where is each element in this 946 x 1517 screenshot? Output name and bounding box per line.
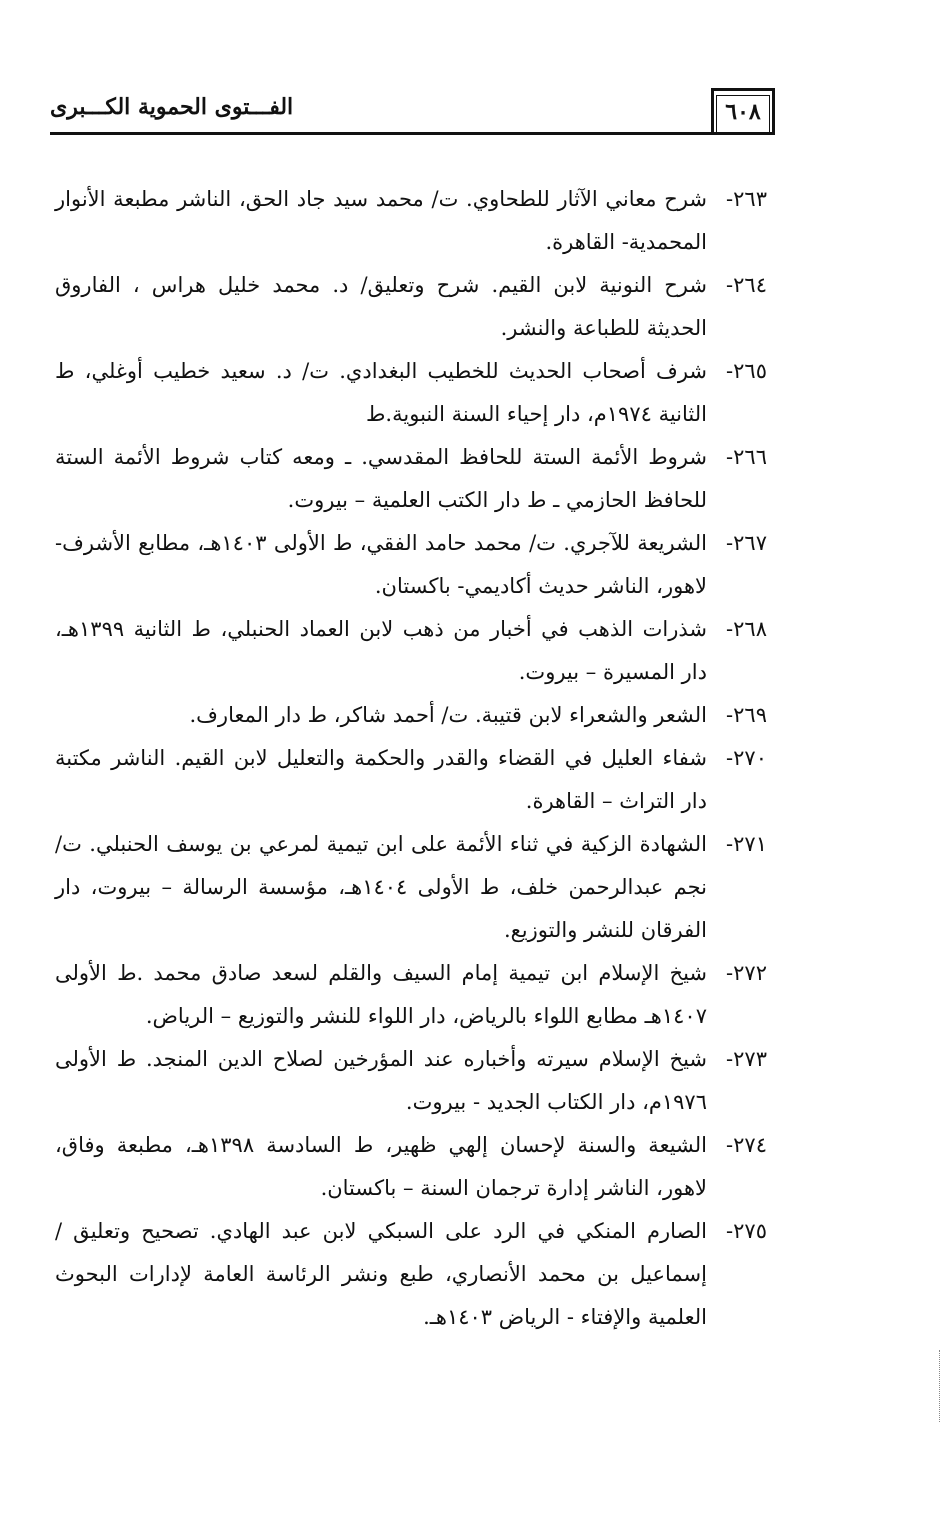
bibliography-entry [55,522,767,608]
entry-number: ٢٧٥- [726,1219,767,1243]
bibliography-list [55,178,767,1339]
bibliography-entry [55,737,767,823]
bibliography-entry [55,1124,767,1210]
entry-number: ٢٦٩- [726,703,767,727]
entry-text: شيخ الإسلام ابن تيمية إمام السيف والقلم لسعد صادق محمد .ط الأولى ١٤٠٧هـ مطابع اللواء بالرياض، دار اللواء للنشر والتوزيع – الرياض. [55,961,707,1028]
entry-number: ٢٦٧- [726,531,767,555]
margin-scan-dots [938,1350,940,1422]
entry-number: ٢٦٥- [726,359,767,383]
bibliography-entry [55,823,767,952]
entry-text: شرف أصحاب الحديث للخطيب البغدادي. ت/ د. سعيد خطيب أوغلي، ط الثانية ١٩٧٤م، دار إحياء السنة النبوية.ط [55,359,707,426]
entry-number: ٢٧٠- [726,746,767,770]
page-number: ٦٠٨ [711,88,775,132]
bibliography-entry [55,952,767,1038]
entry-text: شروط الأئمة الستة للحافظ المقدسي. ـ ومعه كتاب شروط الأئمة الستة للحافظ الحازمي ـ ط دار الكتب العلمية – بيروت. [55,445,707,512]
entry-text: شذرات الذهب في أخبار من ذهب لابن العماد الحنبلي، ط الثانية ١٣٩٩هـ، دار المسيرة – بيروت. [55,617,707,684]
bibliography-entry [55,350,767,436]
entry-text: الشيعة والسنة لإحسان إلهي ظهير، ط السادسة ١٣٩٨هـ، مطبعة وفاق، لاهور، الناشر إدارة ترجمان السنة – باكستان. [55,1133,707,1200]
page-header [50,88,775,135]
running-title: الفـــتوى الحموية الكـــبرى [50,94,294,120]
entry-text: الصارم المنكي في الرد على السبكي لابن عبد الهادي. تصحيح وتعليق / إسماعيل بن محمد الأنصاري، طبع ونشر الرئاسة العامة لإدارات البحوث العلمية والإفتاء - الرياض ١٤٠٣هـ. [55,1219,707,1329]
entry-number: ٢٦٨- [726,617,767,641]
entry-text: الشعر والشعراء لابن قتيبة. ت/ أحمد شاكر، ط دار المعارف. [189,703,707,727]
bibliography-entry [55,264,767,350]
entry-number: ٢٦٦- [726,445,767,469]
entry-number: ٢٧٣- [726,1047,767,1071]
bibliography-entry [55,694,767,737]
entry-text: شرح معاني الآثار للطحاوي. ت/ محمد سيد جاد الحق، الناشر مطبعة الأنوار المحمدية- القاهرة. [55,187,707,254]
entry-text: شفاء العليل في القضاء والقدر والحكمة والتعليل لابن القيم. الناشر مكتبة دار التراث – القاهرة. [55,746,707,813]
entry-text: شرح النونية لابن القيم. شرح وتعليق/ د. محمد خليل هراس ، الفاروق الحديثة للطباعة والنشر. [55,273,707,340]
bibliography-entry [55,1038,767,1124]
bibliography-entry [55,178,767,264]
entry-text: الشهادة الزكية في ثناء الأئمة على ابن تيمية لمرعي بن يوسف الحنبلي. ت/ نجم عبدالرحمن خلف، ط الأولى ١٤٠٤هـ، مؤسسة الرسالة – بيروت، دار الفرقان للنشر والتوزيع. [55,832,707,942]
bibliography-entry [55,436,767,522]
bibliography-entry [55,1210,767,1339]
entry-number: ٢٧١- [726,832,767,856]
entry-number: ٢٦٤- [726,273,767,297]
bibliography-entry [55,608,767,694]
entry-number: ٢٦٣- [726,187,767,211]
entry-text: الشريعة للآجري. ت/ محمد حامد الفقي، ط الأولى ١٤٠٣هـ، مطابع الأشرف- لاهور، الناشر حديث أكاديمي- باكستان. [55,531,707,598]
entry-number: ٢٧٢- [726,961,767,985]
entry-text: شيخ الإسلام سيرته وأخباره عند المؤرخين لصلاح الدين المنجد. ط الأولى ١٩٧٦م، دار الكتاب الجديد - بيروت. [55,1047,707,1114]
entry-number: ٢٧٤- [726,1133,767,1157]
